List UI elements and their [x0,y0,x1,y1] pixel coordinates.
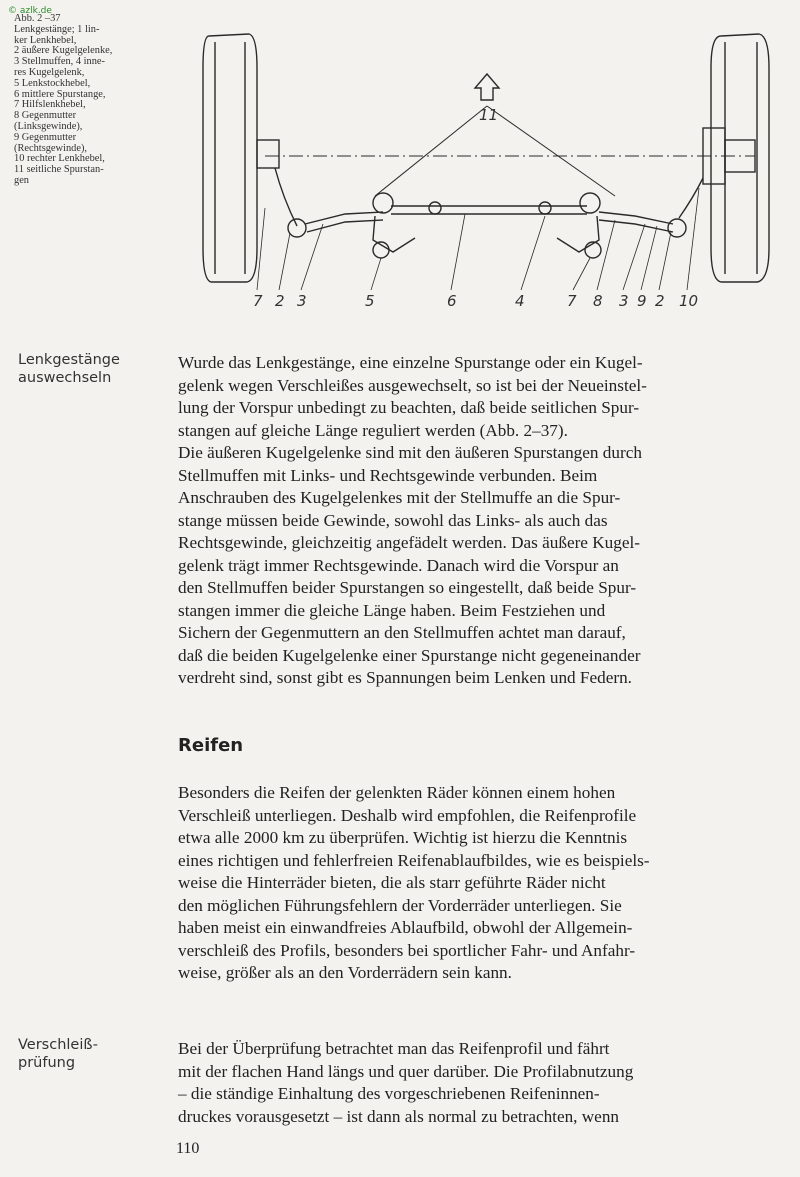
text-line: – die ständige Einhaltung des vorgeschriebenen Reifeninnen- [178,1084,600,1103]
caption-line: 10 rechter Lenkhebel, [14,153,105,165]
figure-label: 7 [253,292,263,310]
caption-line: 8 Gegenmutter [14,110,77,122]
left-wheel [203,34,257,282]
text-line: daß die beiden Kugelgelenke einer Spurstange nicht gegeneinander [178,645,641,665]
right-wheel [711,34,769,282]
text-line: weise die Hinterräder bieten, die als starr geführte Räder nicht [178,873,606,892]
margin-note-line: Verschleiß- [18,1037,99,1053]
section-lenkgestaenge-text [178,352,780,690]
text-line: Wurde das Lenkgestänge, eine einzelne Spurstange oder ein Kugel- [178,353,643,372]
idler-arm-pivot [373,193,393,213]
steering-linkage-diagram [195,28,785,320]
text-line: druckes vorausgesetzt – ist dann als normal zu betrachten, wenn [178,1106,620,1126]
text-line: stange müssen beide Gewinde, sowohl das Links- als auch das [178,510,608,530]
caption-line: 2 äußere Kugelgelenke, [14,45,113,57]
text-line: weise, größer als an den Vorderrädern sein kann. [178,963,512,982]
text-line: Die äußeren Kugelgelenke sind mit den äußeren Spurstangen durch [178,443,642,462]
section-reifen-text [178,782,780,985]
text-line: Stellmuffen mit Links- und Rechtsgewinde verbunden. Beim [178,465,598,485]
caption-line: (Linksgewinde), [14,120,83,132]
figure-label: 3 [619,292,629,310]
caption-line: 5 Lenkstockhebel, [14,77,91,89]
text-line: etwa alle 2000 km zu überprüfen. Wichtig ist hierzu die Kenntnis [178,828,628,847]
text-line: eines richtigen und fehlerfreien Reifenablaufbildes, wie es beispiels- [178,850,650,870]
figure-label: 11 [479,106,499,124]
caption-line: Lenkgestänge; 1 lin- [14,23,100,35]
caption-line: 11 seitliche Spurstan- [14,164,104,176]
figure-caption [14,14,174,187]
arrow-icon [475,74,499,100]
section-heading: Reifen [178,735,244,756]
margin-note-line: prüfung [18,1055,76,1071]
figure-label: 9 [637,292,647,310]
page-number: 110 [176,1140,200,1157]
figure-label: 5 [365,292,375,310]
text-line: mit der flachen Hand längs und quer darüber. Die Profilabnutzung [178,1061,634,1081]
figure-label: 3 [297,292,307,310]
text-line: gelenk trägt immer Rechtsgewinde. Danach wird die Vorspur an [178,555,619,575]
caption-line: 3 Stellmuffen, 4 inne- [14,56,105,68]
caption-line: ker Lenkhebel, [14,34,77,46]
figure-label: 2 [275,292,285,310]
watermark: © azlk.de [8,6,52,16]
text-line: lung der Vorspur unbedingt zu beachten, daß beide seitlichen Spur- [178,398,640,417]
text-line: Rechtsgewinde, gleichzeitig angefädelt werden. Das äußere Kugel- [178,533,640,552]
figure-label: 6 [447,292,457,310]
text-line: Verschleiß unterliegen. Deshalb wird empfohlen, die Reifenprofile [178,805,637,825]
text-line: stangen immer die gleiche Länge haben. Beim Festziehen und [178,600,606,620]
caption-line: 7 Hilfslenkhebel, [14,99,86,111]
text-line: haben meist ein einwandfreies Ablaufbild, obwohl der Allgemein- [178,918,633,937]
text-line: Anschrauben des Kugelgelenkes mit der Stellmuffe an die Spur- [178,488,621,507]
pitman-arm-pivot [580,193,600,213]
section-verschleiss-text [178,1038,780,1128]
text-line: Bei der Überprüfung betrachtet man das Reifenprofil und fährt [178,1039,610,1058]
text-line: stangen auf gleiche Länge reguliert werden (Abb. 2–37). [178,420,568,440]
figure-label: 4 [515,292,525,310]
text-line: den Stellmuffen beider Spurstangen so eingestellt, daß beide Spur- [178,578,637,597]
caption-line: Abb. 2 –37 [14,13,61,24]
figure-label: 2 [655,292,665,310]
caption-line: gen [14,174,30,186]
text-line: Sichern der Gegenmuttern an den Stellmuffen achtet man darauf, [178,623,626,642]
figure-label: 10 [679,292,699,310]
figure-label: 7 [567,292,577,310]
text-line: gelenk wegen Verschleißes ausgewechselt, so ist bei der Neueinstel- [178,375,647,395]
caption-line: 9 Gegenmutter [14,131,77,143]
margin-note-verschleiss [18,1036,168,1072]
margin-note-lenkgestaenge [18,351,168,387]
caption-line: 6 mittlere Spurstange, [14,88,106,100]
text-line: Besonders die Reifen der gelenkten Räder können einem hohen [178,783,616,802]
margin-note-line: Lenkgestänge [18,352,120,368]
figure-label: 8 [593,292,603,310]
text-line: den möglichen Führungsfehlern der Vorderräder unterliegen. Sie [178,895,622,915]
caption-line: (Rechtsgewinde), [14,142,87,154]
ball-joint [288,219,306,237]
text-line: verdreht sind, sonst gibt es Spannungen beim Lenken und Federn. [178,668,632,687]
margin-note-line: auswechseln [18,370,112,386]
text-line: verschleiß des Profils, besonders bei sportlicher Fahr- und Anfahr- [178,940,636,960]
caption-line: res Kugelgelenk, [14,66,85,78]
